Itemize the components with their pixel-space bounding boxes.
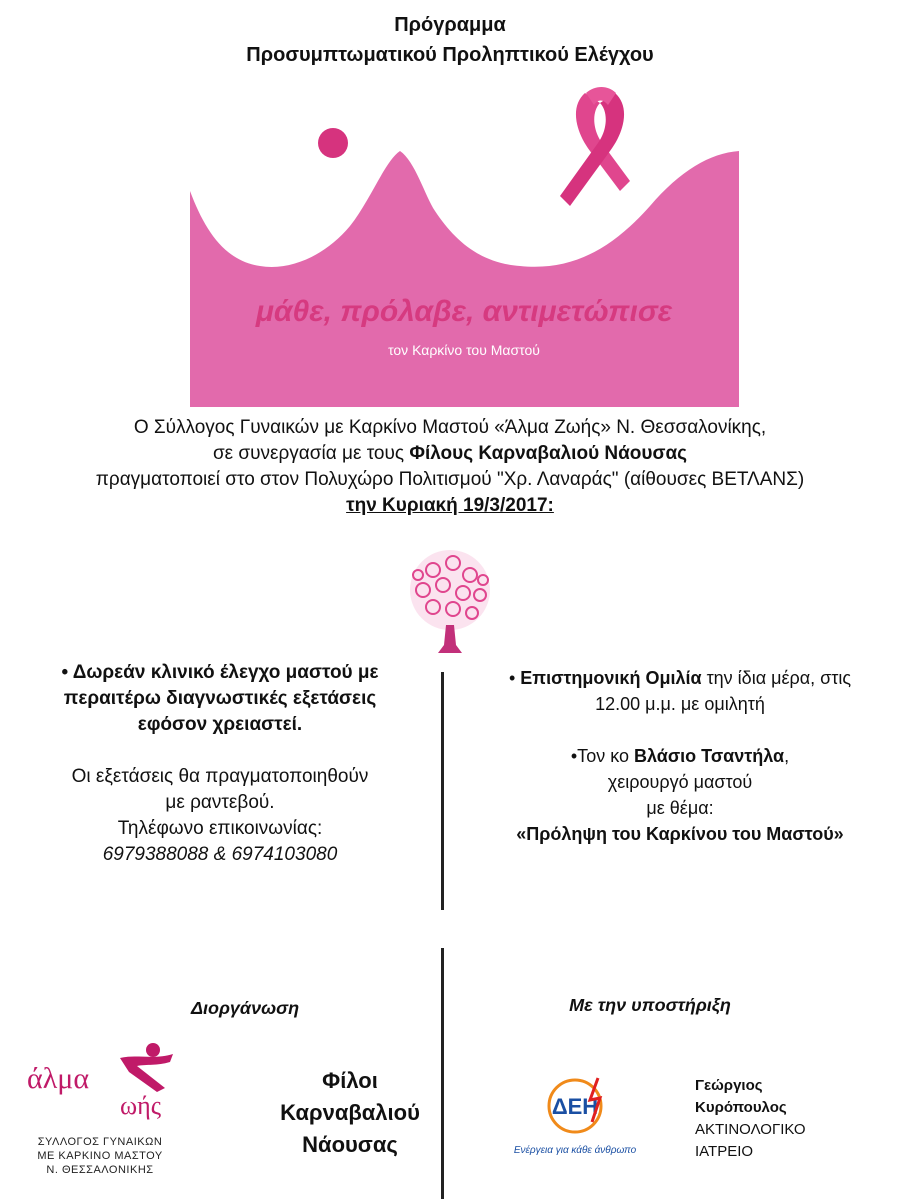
speaker-line xyxy=(470,743,890,769)
column-divider-top xyxy=(441,672,444,910)
phone-numbers: 6979388088 & 6974103080 xyxy=(102,844,338,865)
pink-dot-icon xyxy=(318,128,348,158)
talk-topic: «Πρόληψη του Καρκίνου του Μαστού» xyxy=(516,824,844,844)
alma-zois-logo xyxy=(25,1040,185,1190)
bullet: • xyxy=(508,668,516,688)
intro-line-2-text: σε συνεργασία με τους xyxy=(212,443,410,464)
intro-line-3: πραγματοποιεί στο στον Πολυχώρο Πολιτισμού "Χρ. Λαναράς" (αίθουσες ΒΕΤΛΑΝΣ) xyxy=(95,469,805,490)
partner-name: Φίλους Καρναβαλιού Νάουσας xyxy=(409,443,688,464)
sponsor-line-2: Κυρόπουλος xyxy=(695,1099,787,1116)
friends-of-carnival xyxy=(255,1065,445,1161)
info-line-1: Οι εξετάσεις θα πραγματοποιηθούν xyxy=(71,766,369,787)
speaker-post: , xyxy=(784,746,790,766)
bullet: • xyxy=(61,662,69,683)
right-column xyxy=(470,665,890,847)
intro-line-2 xyxy=(0,441,900,467)
talk-title: Επιστημονική Ομιλία xyxy=(520,668,702,688)
support-label: Με την υποστήριξη xyxy=(569,995,731,1015)
deh-logo-text: ΔΕΗ xyxy=(551,1094,599,1119)
info-line-3: Τηλέφωνο επικοινωνίας: xyxy=(117,818,323,839)
title-line-1: Πρόγραμμα xyxy=(394,14,506,36)
info-line-2: με ραντεβού. xyxy=(165,792,275,813)
title-line-2: Προσυμπτωματικού Προληπτικού Ελέγχου xyxy=(246,44,654,66)
friends-line-3: Νάουσας xyxy=(302,1132,398,1157)
talk-rest: την ίδια μέρα, στις xyxy=(701,668,852,688)
sponsor-line-3: ΑΚΤΙΝΟΛΟΓΙΚΟ xyxy=(695,1121,806,1138)
alma-logo-word-2: ωής xyxy=(120,1091,162,1120)
page-title xyxy=(0,10,900,70)
intro-line-1: Ο Σύλλογος Γυναικών με Καρκίνο Μαστού «Άλμα Ζωής» Ν. Θεσσαλονίκης, xyxy=(133,417,767,438)
alma-figure-icon xyxy=(25,1040,185,1120)
sponsor-line-4: ΙΑΤΡΕΙΟ xyxy=(695,1143,754,1160)
alma-line-3: Ν. ΘΕΣΣΑΛΟΝΙΚΗΣ xyxy=(46,1164,154,1176)
deh-tagline: Ενέργεια για κάθε άνθρωπο xyxy=(513,1145,637,1156)
event-date: την Κυριακή 19/3/2017: xyxy=(346,495,554,516)
alma-line-1: ΣΥΛΛΟΓΟΣ ΓΥΝΑΙΚΩΝ xyxy=(37,1136,163,1148)
alma-line-2: ΜΕ ΚΑΡΚΙΝΟ ΜΑΣΤΟΥ xyxy=(37,1150,163,1162)
banner-subtitle: τον Καρκίνο του Μαστού xyxy=(388,342,540,358)
exam-line-2: περαιτέρω διαγνωστικές εξετάσεις xyxy=(63,688,377,709)
intro-paragraph xyxy=(0,415,900,519)
topic-label: με θέμα: xyxy=(646,798,714,818)
speaker-pre: •Τον κο xyxy=(570,746,634,766)
exam-line-3: εφόσον χρειαστεί. xyxy=(137,714,303,735)
organization-label: Διοργάνωση xyxy=(190,998,300,1018)
awareness-banner xyxy=(190,81,739,407)
banner-graphic xyxy=(190,81,739,407)
sponsor-line-1: Γεώργιος xyxy=(695,1077,763,1094)
speaker-name: Βλάσιο Τσαντήλα xyxy=(634,746,785,766)
sponsor-radiology xyxy=(695,1075,875,1163)
banner-slogan: μάθε, πρόλαβε, αντιμετώπισε xyxy=(255,295,673,328)
talk-line-2: 12.00 μ.μ. με ομιλητή xyxy=(595,694,765,714)
pink-ribbon-tree-icon xyxy=(398,545,502,655)
friends-line-2: Καρναβαλιού xyxy=(280,1100,420,1125)
talk-line-1 xyxy=(470,665,890,691)
deh-logo xyxy=(510,1070,640,1165)
deh-emblem-icon xyxy=(510,1070,640,1140)
left-column xyxy=(20,660,420,868)
exam-text-1: Δωρεάν κλινικό έλεγχο μαστού με xyxy=(72,662,379,683)
friends-line-1: Φίλοι xyxy=(322,1068,378,1093)
speaker-role: χειρουργό μαστού xyxy=(607,772,753,792)
alma-logo-word: άλμα xyxy=(27,1062,90,1095)
exam-line-1 xyxy=(20,660,420,686)
